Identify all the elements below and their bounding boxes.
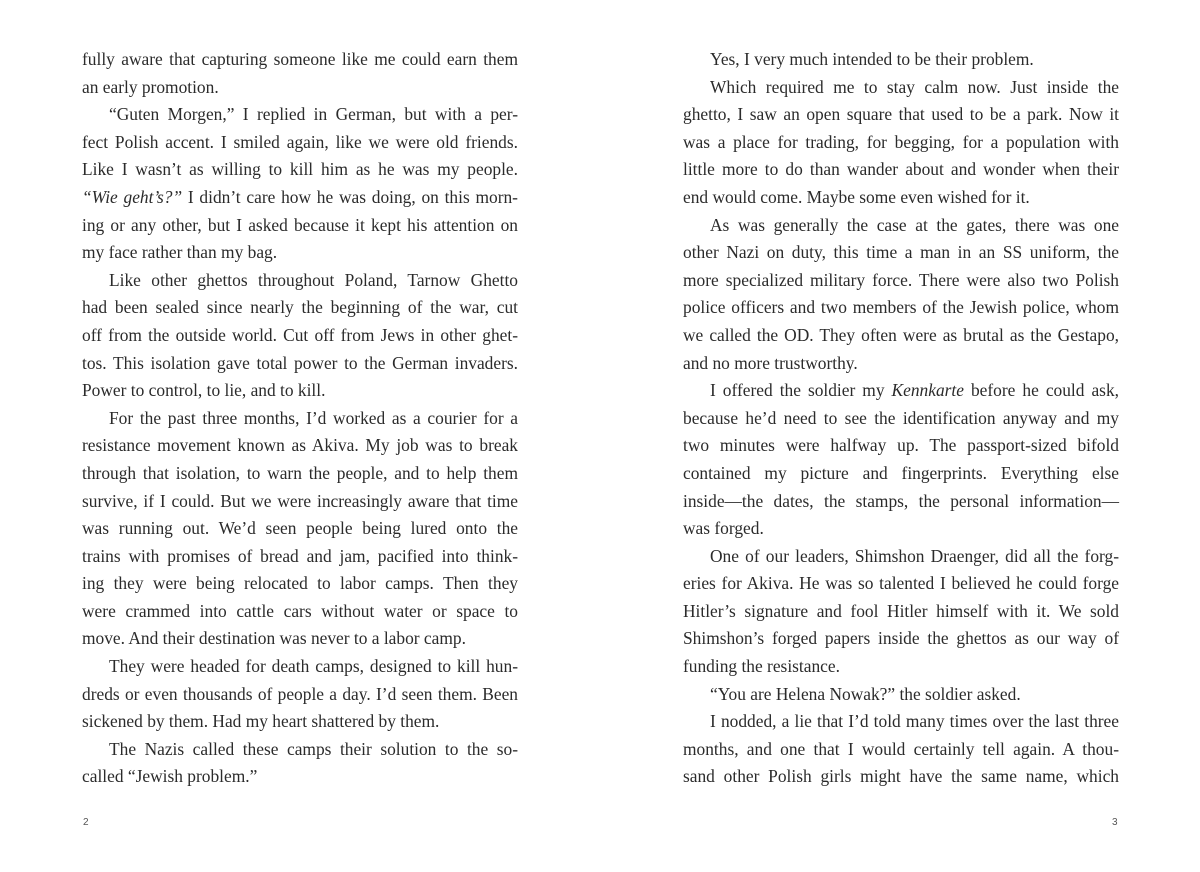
line-text: Yes, I very much intended to be their problem.: [710, 49, 1034, 69]
text-line: [82, 736, 518, 764]
text-line: [683, 184, 1119, 212]
line-text: trains with promises of bread and jam, pacified into think-: [82, 545, 518, 566]
line-text: ing they were being relocated to labor camps. Then they: [82, 573, 518, 594]
text-line: [683, 515, 1119, 543]
text-line: [683, 763, 1119, 791]
line-text: resistance movement known as Akiva. My job was to break: [82, 435, 518, 456]
line-text: I offered the soldier my: [710, 380, 892, 401]
line-text: before he could ask,: [963, 380, 1119, 401]
text-line: [82, 432, 518, 460]
line-text: Power to control, to lie, and to kill.: [82, 380, 326, 401]
text-line: [683, 129, 1119, 157]
line-text: tos. This isolation gave total power to the German invaders.: [82, 352, 518, 373]
text-line: [82, 681, 518, 709]
line-text: and no more trustworthy.: [683, 352, 858, 373]
line-text: was forged.: [683, 518, 764, 539]
text-line: [82, 488, 518, 516]
line-text: I didn’t care how he was doing, on this morn-: [182, 186, 518, 207]
line-text: The Nazis called these camps their solution to the so-: [109, 738, 518, 759]
text-line: [683, 322, 1119, 350]
text-line: [82, 74, 518, 102]
line-text: ghetto, I saw an open square that used to be a park. Now it: [683, 104, 1119, 125]
line-text: contained my picture and fingerprints. Everything else: [683, 462, 1119, 483]
text-line: [683, 350, 1119, 378]
text-line: [683, 239, 1119, 267]
text-line: [683, 46, 1119, 74]
line-text: because he’d need to see the identification anyway and my: [683, 407, 1119, 428]
line-text: an early promotion.: [82, 76, 219, 97]
line-text: Like I wasn’t as willing to kill him as he was my people.: [82, 159, 518, 180]
text-line: [82, 101, 518, 129]
text-line: [683, 101, 1119, 129]
text-line: [82, 460, 518, 488]
italic-text: “Wie geht’s?”: [82, 186, 183, 207]
line-text: called “Jewish problem.”: [82, 766, 258, 787]
text-line: [82, 156, 518, 184]
text-line: [82, 405, 518, 433]
text-line: [683, 598, 1119, 626]
text-line: [82, 350, 518, 378]
line-text: inside—the dates, the stamps, the personal information—: [683, 490, 1119, 511]
line-text: other Nazi on duty, this time a man in an SS uniform, the: [683, 242, 1119, 263]
line-text: sickened by them. Had my heart shattered by them.: [82, 711, 440, 732]
line-text: little more to do than wander about and wonder when their: [683, 159, 1119, 180]
line-text: my face rather than my bag.: [82, 242, 278, 263]
text-line: [683, 460, 1119, 488]
line-text: dreds or even thousands of people a day. I’d seen them. Been: [82, 683, 518, 704]
text-line: [683, 570, 1119, 598]
text-line: [683, 625, 1119, 653]
line-text: As was generally the case at the gates, there was one: [710, 214, 1119, 235]
left-page-text: [82, 46, 518, 791]
line-text: They were headed for death camps, designed to kill hun-: [109, 656, 518, 677]
line-text: we called the OD. They often were as brutal as the Gestapo,: [683, 324, 1119, 345]
text-line: [683, 267, 1119, 295]
line-text: funding the resistance.: [683, 656, 840, 677]
text-line: [683, 488, 1119, 516]
text-line: [82, 625, 518, 653]
line-text: Which required me to stay calm now. Just inside the: [710, 76, 1119, 97]
line-text: “Guten Morgen,” I replied in German, but with a per-: [109, 104, 518, 125]
text-line: [683, 681, 1119, 709]
left-page-number: 2: [83, 817, 89, 828]
line-text: had been sealed since nearly the beginning of the war, cut: [82, 297, 518, 318]
text-line: [82, 212, 518, 240]
text-line: [683, 653, 1119, 681]
text-line: [82, 543, 518, 571]
line-text: two minutes were halfway up. The passport-sized bifold: [683, 435, 1119, 456]
line-text: eries for Akiva. He was so talented I believed he could forge: [683, 573, 1119, 594]
line-text: fully aware that capturing someone like me could earn them: [82, 49, 518, 69]
text-line: [82, 708, 518, 736]
text-line: [82, 653, 518, 681]
text-line: [82, 184, 518, 212]
line-text: was running out. We’d seen people being lured onto the: [82, 518, 518, 539]
text-line: [683, 377, 1119, 405]
line-text: police officers and two members of the Jewish police, whom: [683, 297, 1119, 318]
text-line: [82, 570, 518, 598]
text-line: [683, 294, 1119, 322]
text-line: [683, 708, 1119, 736]
text-line: [683, 212, 1119, 240]
line-text: “You are Helena Nowak?” the soldier asked.: [710, 683, 1021, 704]
text-line: [683, 736, 1119, 764]
line-text: survive, if I could. But we were increasingly aware that time: [82, 490, 518, 511]
line-text: One of our leaders, Shimshon Draenger, did all the forg-: [710, 545, 1119, 566]
text-line: [82, 377, 518, 405]
line-text: more specialized military force. There were also two Polish: [683, 269, 1119, 290]
text-line: [683, 405, 1119, 433]
line-text: off from the outside world. Cut off from Jews in other ghet-: [82, 324, 518, 345]
text-line: [82, 46, 518, 74]
right-page-text: [683, 46, 1119, 791]
italic-text: Kennkarte: [891, 380, 964, 401]
line-text: move. And their destination was never to a labor camp.: [82, 628, 466, 649]
text-line: [82, 322, 518, 350]
line-text: Hitler’s signature and fool Hitler himself with it. We sold: [683, 600, 1119, 621]
line-text: For the past three months, I’d worked as a courier for a: [109, 407, 518, 428]
text-line: [82, 763, 518, 791]
text-line: [82, 515, 518, 543]
line-text: was a place for trading, for begging, for a population with: [683, 131, 1119, 152]
text-line: [683, 74, 1119, 102]
text-line: [82, 267, 518, 295]
line-text: sand other Polish girls might have the same name, which: [683, 766, 1119, 787]
line-text: through that isolation, to warn the people, and to help them: [82, 462, 518, 483]
line-text: ing or any other, but I asked because it kept his attention on: [82, 214, 518, 235]
right-page-number: 3: [1112, 817, 1118, 828]
text-line: [82, 294, 518, 322]
line-text: I nodded, a lie that I’d told many times over the last three: [710, 711, 1119, 732]
line-text: were crammed into cattle cars without water or space to: [82, 600, 518, 621]
text-line: [683, 156, 1119, 184]
text-line: [82, 239, 518, 267]
text-line: [683, 543, 1119, 571]
line-text: months, and one that I would certainly tell again. A thou-: [683, 738, 1119, 759]
line-text: end would come. Maybe some even wished for it.: [683, 186, 1030, 207]
text-line: [82, 598, 518, 626]
line-text: fect Polish accent. I smiled again, like we were old friends.: [82, 131, 518, 152]
line-text: Like other ghettos throughout Poland, Tarnow Ghetto: [109, 269, 518, 290]
text-line: [683, 432, 1119, 460]
line-text: Shimshon’s forged papers inside the ghettos as our way of: [683, 628, 1119, 649]
text-line: [82, 129, 518, 157]
